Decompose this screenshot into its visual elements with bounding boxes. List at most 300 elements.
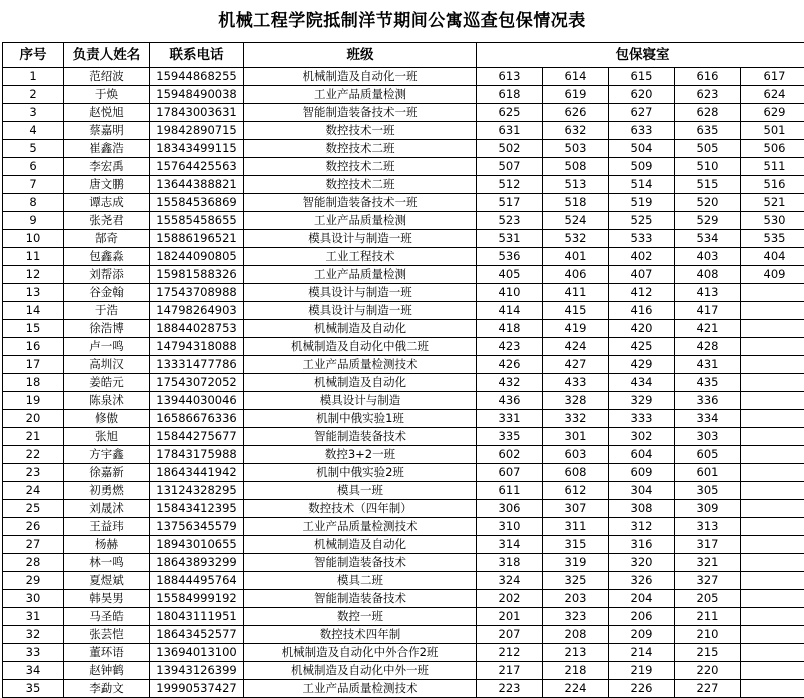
room-cell: 316: [609, 536, 675, 554]
room-cell: 524: [543, 212, 609, 230]
room-cell: 404: [741, 248, 804, 266]
table-row: [3, 626, 804, 644]
room-cell: 205: [675, 590, 741, 608]
table-row: [3, 374, 804, 392]
name-cell: 徐嘉新: [64, 464, 150, 482]
seq-cell: 1: [3, 68, 64, 86]
name-cell: 刘晟沭: [64, 500, 150, 518]
room-cell: 227: [675, 680, 741, 698]
room-cell: 635: [675, 122, 741, 140]
room-cell: 327: [675, 572, 741, 590]
room-cell: 203: [543, 590, 609, 608]
class-cell: 工业工程技术: [244, 248, 477, 266]
table-row: [3, 140, 804, 158]
class-cell: 模具设计与制造一班: [244, 230, 477, 248]
room-cell: 213: [543, 644, 609, 662]
phone-cell: 18343499115: [150, 140, 244, 158]
room-cell: 415: [543, 302, 609, 320]
name-cell: 修傲: [64, 410, 150, 428]
room-cell: 325: [543, 572, 609, 590]
room-cell: 406: [543, 266, 609, 284]
seq-cell: 13: [3, 284, 64, 302]
room-cell: 312: [609, 518, 675, 536]
seq-cell: 32: [3, 626, 64, 644]
seq-cell: 9: [3, 212, 64, 230]
seq-cell: 7: [3, 176, 64, 194]
room-cell: 226: [609, 680, 675, 698]
phone-cell: 19990537427: [150, 680, 244, 698]
seq-cell: 2: [3, 86, 64, 104]
room-cell: 507: [477, 158, 543, 176]
room-cell: 432: [477, 374, 543, 392]
class-cell: 机械制造及自动化: [244, 320, 477, 338]
table-row: [3, 536, 804, 554]
table-row: [3, 122, 804, 140]
table-row: [3, 266, 804, 284]
room-cell: 211: [675, 608, 741, 626]
room-cell: 424: [543, 338, 609, 356]
table-row: [3, 302, 804, 320]
seq-cell: 18: [3, 374, 64, 392]
room-cell: 403: [675, 248, 741, 266]
room-cell: 204: [609, 590, 675, 608]
room-cell: 427: [543, 356, 609, 374]
table-row: [3, 662, 804, 680]
name-cell: 韩昊男: [64, 590, 150, 608]
table-row: [3, 572, 804, 590]
phone-cell: 13124328295: [150, 482, 244, 500]
room-cell: 609: [609, 464, 675, 482]
room-cell: 503: [543, 140, 609, 158]
class-cell: 数控一班: [244, 608, 477, 626]
phone-cell: 13331477786: [150, 356, 244, 374]
table-row: [3, 248, 804, 266]
phone-cell: 14794318088: [150, 338, 244, 356]
room-cell: 334: [675, 410, 741, 428]
room-cell: 305: [675, 482, 741, 500]
room-cell: 436: [477, 392, 543, 410]
class-cell: 机械制造及自动化中外一班: [244, 662, 477, 680]
room-cell: 311: [543, 518, 609, 536]
room-cell: [741, 428, 804, 446]
room-cell: 516: [741, 176, 804, 194]
room-cell: 329: [609, 392, 675, 410]
room-cell: 217: [477, 662, 543, 680]
room-cell: 632: [543, 122, 609, 140]
room-cell: 219: [609, 662, 675, 680]
room-cell: [741, 356, 804, 374]
class-cell: 智能制造装备技术: [244, 554, 477, 572]
room-cell: [741, 410, 804, 428]
phone-cell: 13756345579: [150, 518, 244, 536]
room-cell: 515: [675, 176, 741, 194]
room-cell: 208: [543, 626, 609, 644]
phone-cell: 18643452577: [150, 626, 244, 644]
name-cell: 赵悦旭: [64, 104, 150, 122]
room-cell: 314: [477, 536, 543, 554]
room-cell: [741, 320, 804, 338]
seq-cell: 3: [3, 104, 64, 122]
class-cell: 模具设计与制造一班: [244, 284, 477, 302]
room-cell: 617: [741, 68, 804, 86]
room-cell: 317: [675, 536, 741, 554]
room-cell: 405: [477, 266, 543, 284]
class-cell: 智能制造装备技术: [244, 590, 477, 608]
room-cell: [741, 500, 804, 518]
room-cell: 209: [609, 626, 675, 644]
room-cell: 412: [609, 284, 675, 302]
seq-cell: 14: [3, 302, 64, 320]
phone-cell: 16586676336: [150, 410, 244, 428]
seq-cell: 11: [3, 248, 64, 266]
seq-cell: 27: [3, 536, 64, 554]
phone-cell: 17543072052: [150, 374, 244, 392]
class-cell: 机械制造及自动化中外合作2班: [244, 644, 477, 662]
seq-cell: 35: [3, 680, 64, 698]
room-cell: 319: [543, 554, 609, 572]
phone-cell: 15764425563: [150, 158, 244, 176]
seq-cell: 21: [3, 428, 64, 446]
room-cell: 601: [675, 464, 741, 482]
table-row: [3, 410, 804, 428]
seq-cell: 28: [3, 554, 64, 572]
room-cell: [741, 338, 804, 356]
room-cell: 414: [477, 302, 543, 320]
class-cell: 数控技术二班: [244, 158, 477, 176]
phone-cell: 13943126399: [150, 662, 244, 680]
room-cell: [741, 662, 804, 680]
room-cell: 536: [477, 248, 543, 266]
room-cell: 421: [675, 320, 741, 338]
room-cell: 425: [609, 338, 675, 356]
room-cell: 633: [609, 122, 675, 140]
class-cell: 机制中俄实验2班: [244, 464, 477, 482]
class-cell: 工业产品质量检测: [244, 86, 477, 104]
room-cell: 409: [741, 266, 804, 284]
name-cell: 谭志成: [64, 194, 150, 212]
room-cell: 614: [543, 68, 609, 86]
name-cell: 卢一鸣: [64, 338, 150, 356]
class-cell: 模具二班: [244, 572, 477, 590]
phone-cell: 15584536869: [150, 194, 244, 212]
table-row: [3, 428, 804, 446]
room-cell: 410: [477, 284, 543, 302]
seq-cell: 30: [3, 590, 64, 608]
room-cell: 331: [477, 410, 543, 428]
room-cell: [741, 284, 804, 302]
name-cell: 李宏禹: [64, 158, 150, 176]
room-cell: 607: [477, 464, 543, 482]
room-cell: 402: [609, 248, 675, 266]
room-cell: [741, 680, 804, 698]
room-cell: 326: [609, 572, 675, 590]
header-name: 负责人姓名: [64, 43, 150, 68]
seq-cell: 24: [3, 482, 64, 500]
room-cell: 302: [609, 428, 675, 446]
phone-cell: 18844495764: [150, 572, 244, 590]
table-row: [3, 464, 804, 482]
table-row: [3, 194, 804, 212]
room-cell: 510: [675, 158, 741, 176]
room-cell: 602: [477, 446, 543, 464]
room-cell: 521: [741, 194, 804, 212]
seq-cell: 4: [3, 122, 64, 140]
phone-cell: 18643893299: [150, 554, 244, 572]
room-cell: 530: [741, 212, 804, 230]
seq-cell: 23: [3, 464, 64, 482]
room-cell: 201: [477, 608, 543, 626]
seq-cell: 16: [3, 338, 64, 356]
room-cell: 605: [675, 446, 741, 464]
name-cell: 张旭: [64, 428, 150, 446]
room-cell: 518: [543, 194, 609, 212]
room-cell: 223: [477, 680, 543, 698]
class-cell: 智能制造装备技术: [244, 428, 477, 446]
seq-cell: 25: [3, 500, 64, 518]
table-row: [3, 518, 804, 536]
room-cell: 523: [477, 212, 543, 230]
name-cell: 徐浩博: [64, 320, 150, 338]
room-cell: 416: [609, 302, 675, 320]
room-cell: 336: [675, 392, 741, 410]
room-cell: 532: [543, 230, 609, 248]
name-cell: 初勇燃: [64, 482, 150, 500]
seq-cell: 15: [3, 320, 64, 338]
table-row: [3, 608, 804, 626]
header-row: [3, 43, 804, 68]
class-cell: 机制中俄实验1班: [244, 410, 477, 428]
room-cell: 207: [477, 626, 543, 644]
room-cell: 318: [477, 554, 543, 572]
table-row: [3, 644, 804, 662]
name-cell: 姜皓元: [64, 374, 150, 392]
name-cell: 杨赫: [64, 536, 150, 554]
name-cell: 方宇鑫: [64, 446, 150, 464]
phone-cell: 15584999192: [150, 590, 244, 608]
class-cell: 模具一班: [244, 482, 477, 500]
room-cell: 504: [609, 140, 675, 158]
phone-cell: 15886196521: [150, 230, 244, 248]
room-cell: 321: [675, 554, 741, 572]
room-cell: 435: [675, 374, 741, 392]
room-cell: 215: [675, 644, 741, 662]
room-cell: 613: [477, 68, 543, 86]
room-cell: 332: [543, 410, 609, 428]
table-row: [3, 158, 804, 176]
table-row: [3, 482, 804, 500]
room-cell: 323: [543, 608, 609, 626]
class-cell: 数控3+2一班: [244, 446, 477, 464]
phone-cell: 18844028753: [150, 320, 244, 338]
table-row: [3, 392, 804, 410]
table-row: [3, 86, 804, 104]
room-cell: [741, 392, 804, 410]
patrol-table: [2, 42, 804, 698]
room-cell: 320: [609, 554, 675, 572]
name-cell: 于浩: [64, 302, 150, 320]
room-cell: 535: [741, 230, 804, 248]
room-cell: 604: [609, 446, 675, 464]
room-cell: 304: [609, 482, 675, 500]
table-row: [3, 356, 804, 374]
room-cell: 310: [477, 518, 543, 536]
room-cell: [741, 590, 804, 608]
class-cell: 数控技术四年制: [244, 626, 477, 644]
room-cell: 531: [477, 230, 543, 248]
room-cell: 220: [675, 662, 741, 680]
name-cell: 包鑫淼: [64, 248, 150, 266]
room-cell: [741, 644, 804, 662]
room-cell: 335: [477, 428, 543, 446]
name-cell: 范绍波: [64, 68, 150, 86]
room-cell: 631: [477, 122, 543, 140]
name-cell: 高圳汉: [64, 356, 150, 374]
name-cell: 林一鸣: [64, 554, 150, 572]
class-cell: 机械制造及自动化: [244, 374, 477, 392]
class-cell: 机械制造及自动化一班: [244, 68, 477, 86]
seq-cell: 5: [3, 140, 64, 158]
table-row: [3, 230, 804, 248]
seq-cell: 26: [3, 518, 64, 536]
room-cell: 513: [543, 176, 609, 194]
phone-cell: 15981588326: [150, 266, 244, 284]
room-cell: 206: [609, 608, 675, 626]
sheet-title: 机械工程学院抵制洋节期间公寓巡查包保情况表: [218, 11, 586, 31]
class-cell: 工业产品质量检测技术: [244, 680, 477, 698]
class-cell: 模具设计与制造一班: [244, 302, 477, 320]
phone-cell: 17843003631: [150, 104, 244, 122]
seq-cell: 10: [3, 230, 64, 248]
room-cell: [741, 626, 804, 644]
room-cell: 401: [543, 248, 609, 266]
phone-cell: 19842890715: [150, 122, 244, 140]
seq-cell: 17: [3, 356, 64, 374]
class-cell: 工业产品质量检测技术: [244, 518, 477, 536]
room-cell: 618: [477, 86, 543, 104]
table-row: [3, 320, 804, 338]
room-cell: 627: [609, 104, 675, 122]
room-cell: 328: [543, 392, 609, 410]
class-cell: 数控技术一班: [244, 122, 477, 140]
table-row: [3, 590, 804, 608]
name-cell: 于焕: [64, 86, 150, 104]
name-cell: 郜奇: [64, 230, 150, 248]
room-cell: 431: [675, 356, 741, 374]
seq-cell: 19: [3, 392, 64, 410]
table-row: [3, 104, 804, 122]
room-cell: 413: [675, 284, 741, 302]
room-cell: 426: [477, 356, 543, 374]
room-cell: 525: [609, 212, 675, 230]
room-cell: 620: [609, 86, 675, 104]
seq-cell: 33: [3, 644, 64, 662]
room-cell: 224: [543, 680, 609, 698]
room-cell: 517: [477, 194, 543, 212]
room-cell: 324: [477, 572, 543, 590]
phone-cell: 13944030046: [150, 392, 244, 410]
class-cell: 机械制造及自动化中俄二班: [244, 338, 477, 356]
room-cell: 611: [477, 482, 543, 500]
phone-cell: 13694013100: [150, 644, 244, 662]
phone-cell: 17843175988: [150, 446, 244, 464]
room-cell: 501: [741, 122, 804, 140]
room-cell: 210: [675, 626, 741, 644]
table-row: [3, 212, 804, 230]
room-cell: 308: [609, 500, 675, 518]
header-seq: 序号: [3, 43, 64, 68]
room-cell: 423: [477, 338, 543, 356]
room-cell: 623: [675, 86, 741, 104]
name-cell: 夏煜斌: [64, 572, 150, 590]
room-cell: 417: [675, 302, 741, 320]
room-cell: 301: [543, 428, 609, 446]
table-row: [3, 176, 804, 194]
phone-cell: 18643441942: [150, 464, 244, 482]
room-cell: 306: [477, 500, 543, 518]
header-phone: 联系电话: [150, 43, 244, 68]
class-cell: 工业产品质量检测技术: [244, 356, 477, 374]
room-cell: 624: [741, 86, 804, 104]
room-cell: 212: [477, 644, 543, 662]
name-cell: 崔鑫浩: [64, 140, 150, 158]
room-cell: 315: [543, 536, 609, 554]
room-cell: 629: [741, 104, 804, 122]
room-cell: 307: [543, 500, 609, 518]
name-cell: 王益玮: [64, 518, 150, 536]
room-cell: 508: [543, 158, 609, 176]
room-cell: 529: [675, 212, 741, 230]
phone-cell: 15585458655: [150, 212, 244, 230]
room-cell: [741, 482, 804, 500]
room-cell: 520: [675, 194, 741, 212]
table-row: [3, 500, 804, 518]
room-cell: [741, 374, 804, 392]
class-cell: 智能制造装备技术一班: [244, 194, 477, 212]
phone-cell: 15948490038: [150, 86, 244, 104]
seq-cell: 6: [3, 158, 64, 176]
table-row: [3, 338, 804, 356]
header-class: 班级: [244, 43, 477, 68]
room-cell: 429: [609, 356, 675, 374]
room-cell: [741, 302, 804, 320]
room-cell: [741, 608, 804, 626]
room-cell: 626: [543, 104, 609, 122]
name-cell: 陈泉沭: [64, 392, 150, 410]
name-cell: 董环语: [64, 644, 150, 662]
name-cell: 刘帮添: [64, 266, 150, 284]
seq-cell: 31: [3, 608, 64, 626]
name-cell: 马圣皓: [64, 608, 150, 626]
seq-cell: 20: [3, 410, 64, 428]
name-cell: 张尧君: [64, 212, 150, 230]
phone-cell: 18943010655: [150, 536, 244, 554]
table-row: [3, 680, 804, 698]
room-cell: 512: [477, 176, 543, 194]
room-cell: 505: [675, 140, 741, 158]
phone-cell: 17543708988: [150, 284, 244, 302]
class-cell: 数控技术二班: [244, 140, 477, 158]
seq-cell: 29: [3, 572, 64, 590]
phone-cell: 15844275677: [150, 428, 244, 446]
room-cell: 420: [609, 320, 675, 338]
room-cell: 419: [543, 320, 609, 338]
seq-cell: 12: [3, 266, 64, 284]
name-cell: 赵钟鹤: [64, 662, 150, 680]
room-cell: 616: [675, 68, 741, 86]
room-cell: 214: [609, 644, 675, 662]
phone-cell: 13644388821: [150, 176, 244, 194]
table-row: [3, 446, 804, 464]
